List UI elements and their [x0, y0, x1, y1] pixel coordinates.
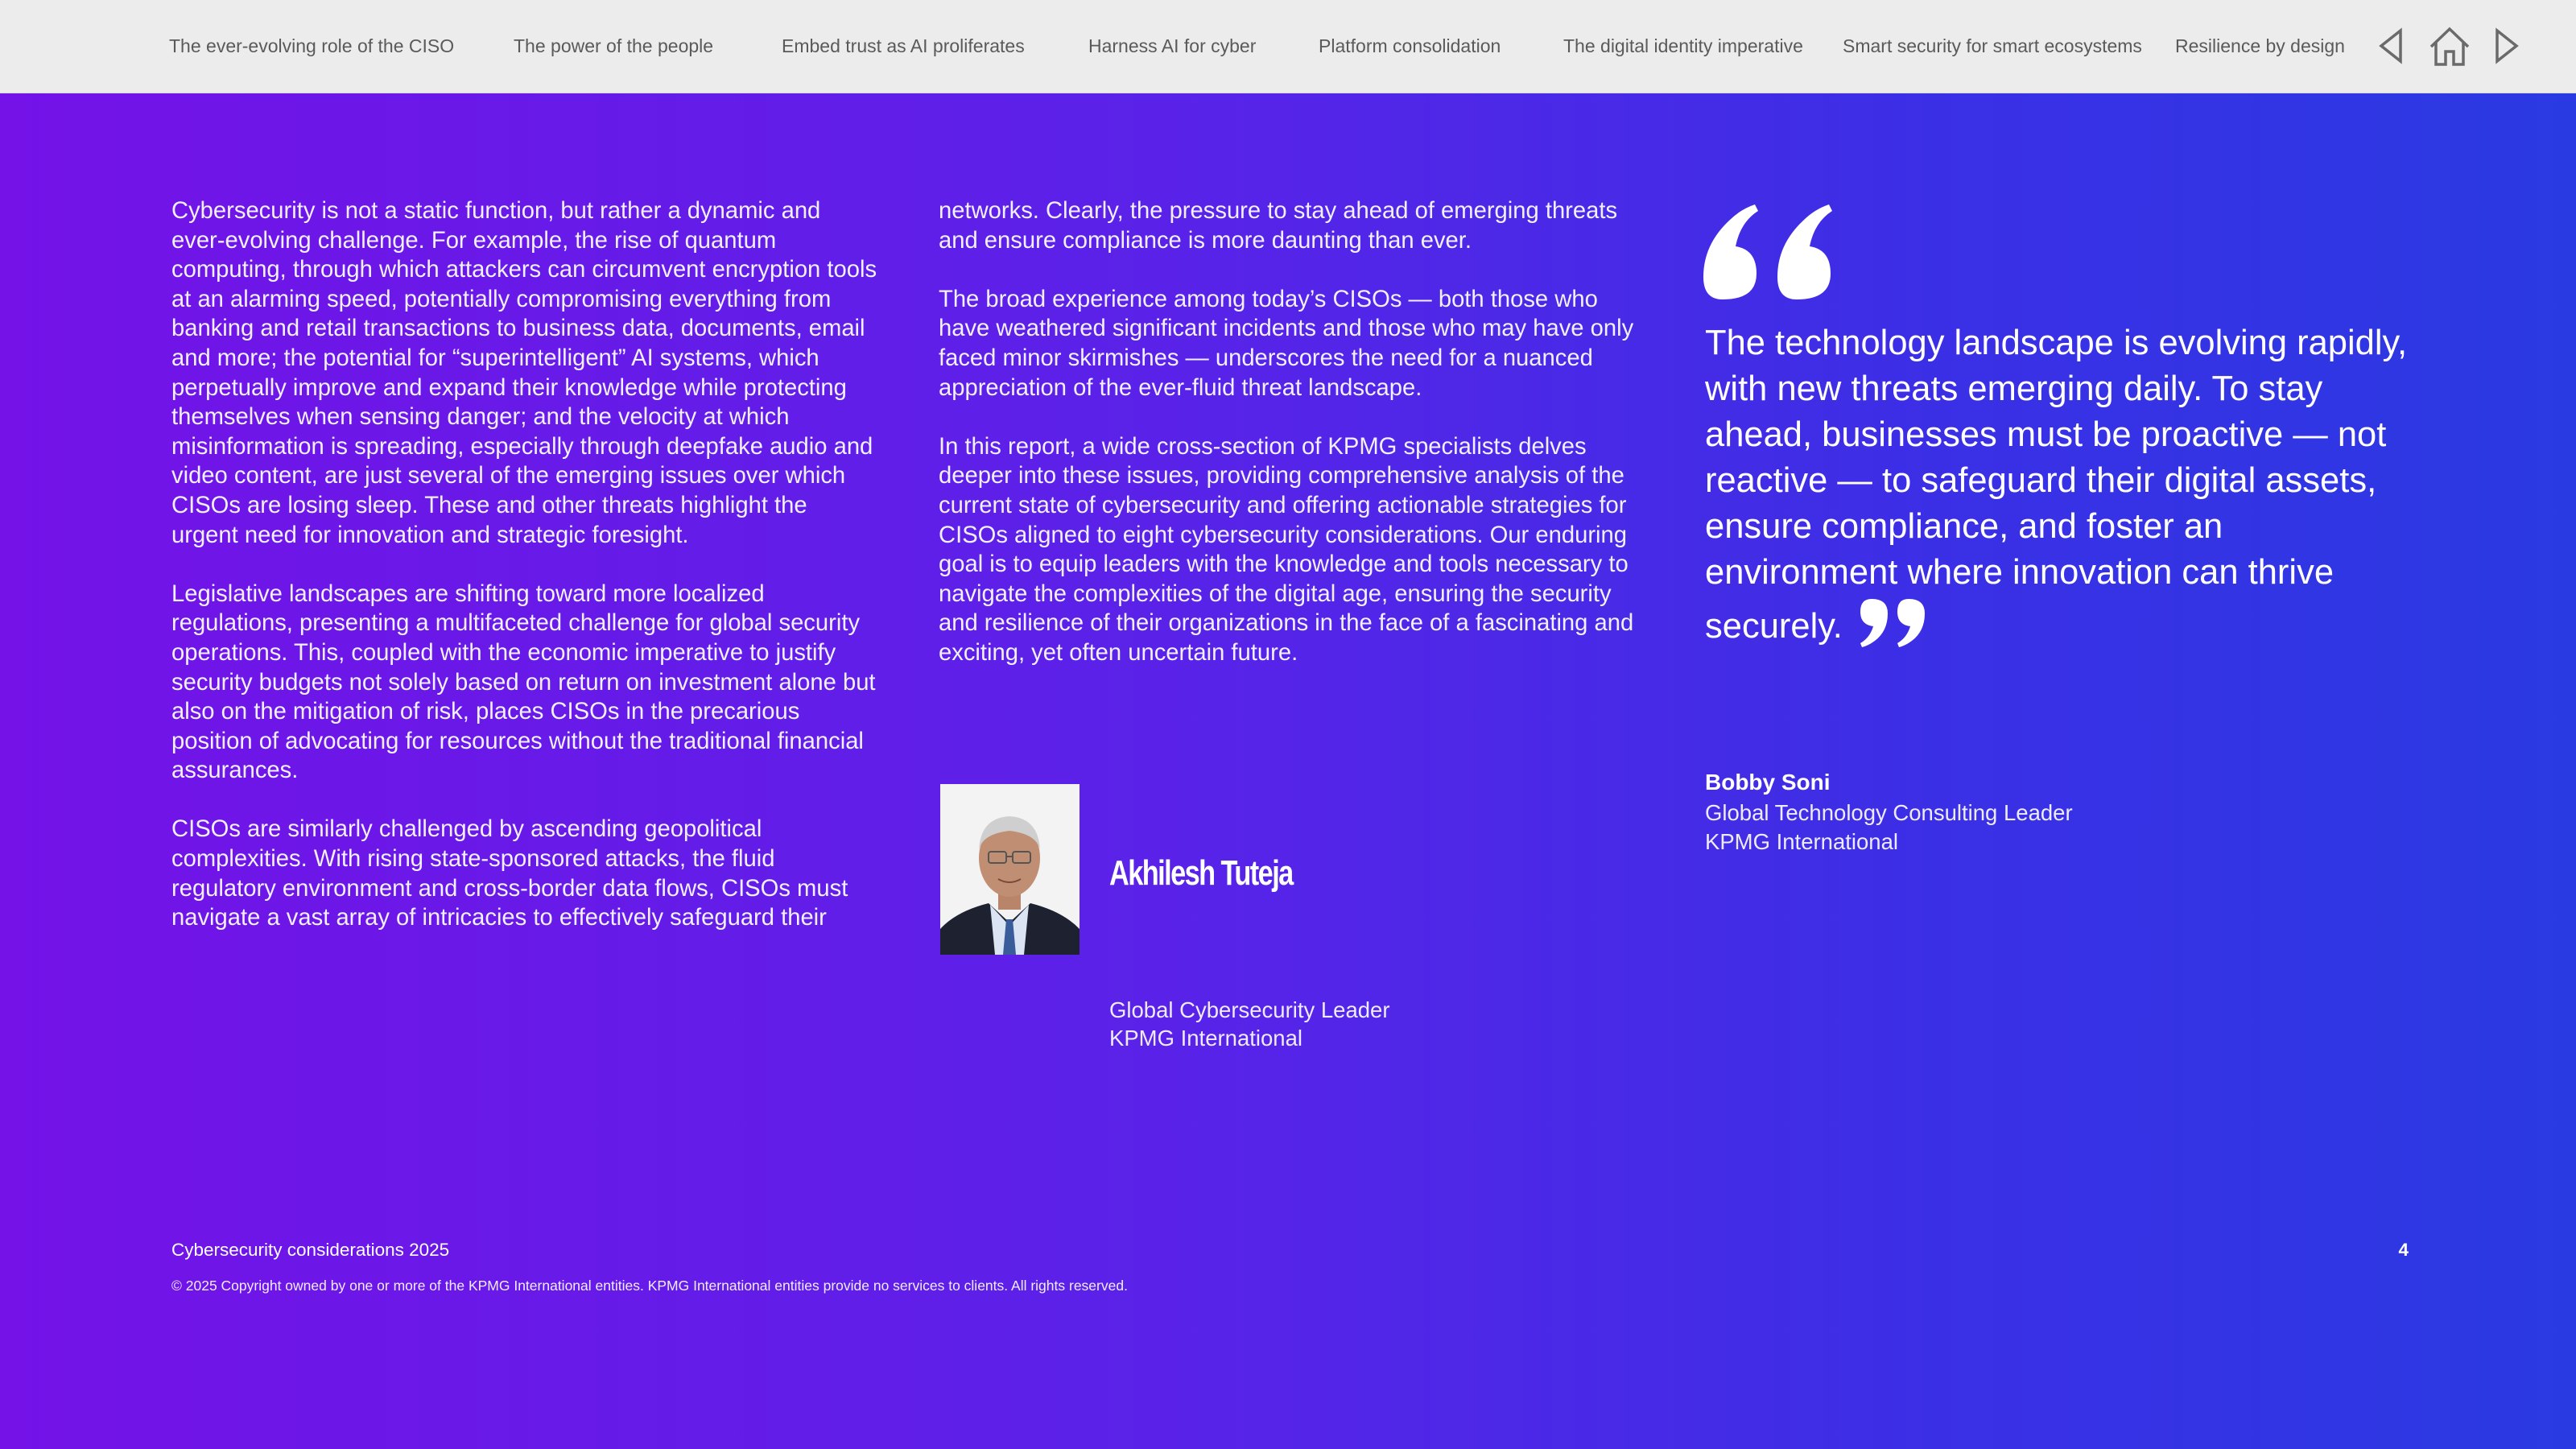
body-column-1 [171, 196, 880, 933]
author-org: KPMG International [1109, 1026, 1302, 1051]
open-quote-icon [1699, 196, 1843, 309]
nav-item-harness-ai[interactable]: Harness AI for cyber [1088, 35, 1257, 56]
pull-quote [1705, 320, 2413, 650]
quote-author-org: KPMG International [1705, 829, 1898, 854]
previous-arrow-icon[interactable] [2372, 23, 2410, 69]
pull-quote-text: The technology landscape is evolving rapidly, with new threats emerging daily. To stay ahead, businesses must be proactive — not reactive — to safeguard their digital assets, ensure compliance, and foster an environment where innovation can thrive securely. [1705, 324, 2408, 646]
body-column-2 [939, 196, 1647, 668]
quote-author-name: Bobby Soni [1705, 770, 1831, 795]
body-paragraph: In this report, a wide cross-section of KPMG specialists delves deeper into these issues, providing comprehensive analysis of the current state of cybersecurity and offering actionable strategies for CISOs aligned to eight cybersecurity considerations. Our enduring goal is to equip leaders with the knowledge and tools necessary to navigate the complexities of the digital age, ensuring the security and resilience of their organizations in the face of a fascinating and exciting, yet often uncertain future. [939, 433, 1634, 666]
body-paragraph: The broad experience among today’s CISOs — both those who have weathered significant incidents and those who may have only faced minor skirmishes — underscores the need for a nuanced appreciation of the ever-fluid threat landscape. [939, 286, 1634, 401]
nav-item-platform-consolidation[interactable]: Platform consolidation [1319, 35, 1501, 56]
nav-item-power-of-people[interactable]: The power of the people [514, 35, 714, 56]
author-portrait [940, 784, 1080, 955]
close-quote-icon [1857, 596, 1930, 649]
page-number: 4 [2398, 1240, 2409, 1260]
body-paragraph: networks. Clearly, the pressure to stay ahead of emerging threats and ensure compliance is more daunting than ever. [939, 198, 1618, 254]
top-navigation [0, 0, 2576, 93]
body-paragraph: Cybersecurity is not a static function, but rather a dynamic and ever-evolving challenge. For example, the rise of quantum computing, through which attackers can circumvent encryption tools at an alarming speed, potentially compromising everything from banking and retail transactions to business data, documents, email and more; the potential for “superintelligent” AI systems, which perpetually improve and expand their knowledge while protecting themselves when sensing danger; and the velocity at which misinformation is spreading, especially through deepfake audio and video content, are just several of the emerging issues over which CISOs are losing sleep. These and other threats highlight the urgent need for innovation and strategic foresight. [171, 198, 877, 548]
home-icon[interactable] [2425, 23, 2475, 69]
copyright-notice: © 2025 Copyright owned by one or more of the KPMG International entities. KPMG International entities provide no services to clients. All rights reserved. [171, 1278, 1128, 1294]
body-paragraph: CISOs are similarly challenged by ascending geopolitical complexities. With rising state-sponsored attacks, the fluid regulatory environment and cross-border data flows, CISOs must navigate a vast array of intricacies to effectively safeguard their [171, 816, 848, 931]
body-paragraph: Legislative landscapes are shifting toward more localized regulations, presenting a multifaceted challenge for global security operations. This, coupled with the economic imperative to justify security budgets not solely based on return on investment alone but also on the mitigation of risk, places CISOs in the precarious position of advocating for resources without the traditional financial assurances. [171, 580, 876, 784]
nav-item-resilience[interactable]: Resilience by design [2175, 35, 2345, 56]
nav-item-digital-identity[interactable]: The digital identity imperative [1563, 35, 1803, 56]
nav-item-smart-security[interactable]: Smart security for smart ecosystems [1843, 35, 2142, 56]
nav-item-embed-trust[interactable]: Embed trust as AI proliferates [782, 35, 1025, 56]
quote-author-title: Global Technology Consulting Leader [1705, 800, 2073, 825]
author-title: Global Cybersecurity Leader [1109, 997, 1390, 1022]
author-name: Akhilesh Tuteja [1109, 853, 1293, 893]
nav-item-ciso-role[interactable]: The ever-evolving role of the CISO [169, 35, 455, 56]
next-arrow-icon[interactable] [2487, 23, 2526, 69]
footer-document-title: Cybersecurity considerations 2025 [171, 1240, 450, 1260]
